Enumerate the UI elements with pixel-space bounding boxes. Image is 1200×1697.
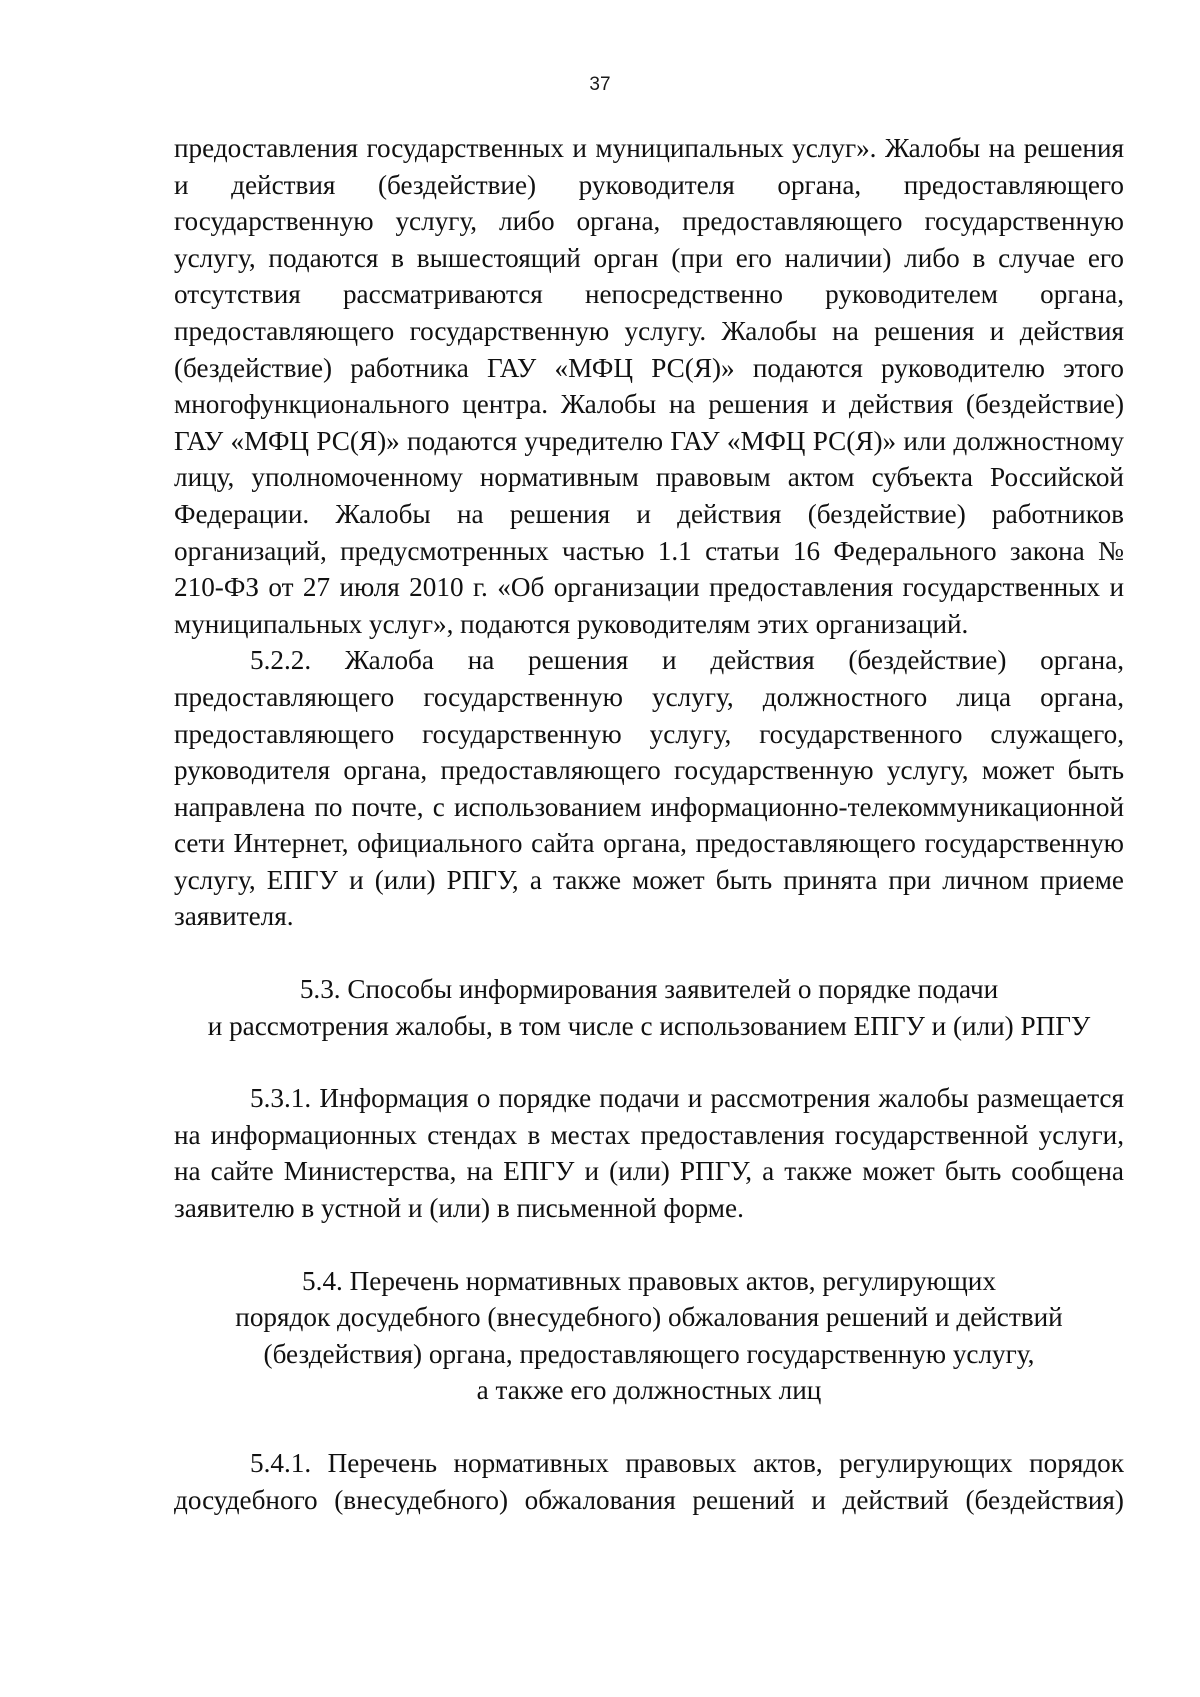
heading-5-4-line-4: а также его должностных лиц	[476, 1375, 822, 1406]
paragraph-5-3-1: 5.3.1. Информация о порядке подачи и рассмотрения жалобы размещается на информационных стендах в местах предоставления государственной услуги, на сайте Министерства, на ЕПГУ и (или) РПГУ, а также может быть сообщена заявителю в устной и (или) в письменной форме.	[174, 1083, 1124, 1224]
heading-5-4-line-3: (бездействия) органа, предоставляющего государственную услугу,	[263, 1338, 1035, 1369]
section-heading-5-3	[174, 971, 1124, 1044]
document-body	[174, 130, 1124, 1518]
heading-5-3-line-1: 5.3. Способы информирования заявителей о порядке подачи	[299, 974, 999, 1005]
paragraph-5-4-1: 5.4.1. Перечень нормативных правовых актов, регулирующих порядок досудебного (внесудебного) обжалования решений и действий (бездействия)	[174, 1448, 1124, 1515]
page-number: 37	[589, 74, 611, 95]
section-heading-5-4	[174, 1263, 1124, 1409]
paragraph-5-2-2: 5.2.2. Жалоба на решения и действия (бездействие) органа, предоставляющего государственную услугу, должностного лица органа, предоставляющего государственную услугу, государственного служащего, руководителя органа, предоставляющего государственную услугу, может быть направлена по почте, с использованием информационно-телекоммуникационной сети Интернет, официального сайта органа, предоставляющего государственную услугу, ЕПГУ и (или) РПГУ, а также может быть принята при личном приеме заявителя.	[174, 645, 1124, 932]
heading-5-4-line-1: 5.4. Перечень нормативных правовых актов, регулирующих	[302, 1265, 996, 1296]
heading-5-4-line-2: порядок досудебного (внесудебного) обжалования решений и действий	[235, 1302, 1063, 1333]
paragraph-complaints-continuation: предоставления государственных и муниципальных услуг». Жалобы на решения и действия (бездействие) руководителя органа, предоставляющего государственную услугу, либо органа, предоставляющего государственную услугу, подаются в вышестоящий орган (при его наличии) либо в случае его отсутствия рассматриваются непосредственно руководителем органа, предоставляющего государственную услугу. Жалобы на решения и действия (бездействие) работника ГАУ «МФЦ РС(Я)» подаются руководителю этого многофункционального центра. Жалобы на решения и действия (бездействие) ГАУ «МФЦ РС(Я)» подаются учредителю ГАУ «МФЦ РС(Я)» или должностному лицу, уполномоченному нормативным правовым актом субъекта Российской Федерации. Жалобы на решения и действия (бездействие) работников организаций, предусмотренных частью 1.1 статьи 16 Федерального закона № 210-ФЗ от 27 июля 2010 г. «Об организации предоставления государственных и муниципальных услуг», подаются руководителям этих организаций.	[174, 133, 1124, 639]
heading-5-3-line-2: и рассмотрения жалобы, в том числе с использованием ЕПГУ и (или) РПГУ	[207, 1010, 1091, 1041]
